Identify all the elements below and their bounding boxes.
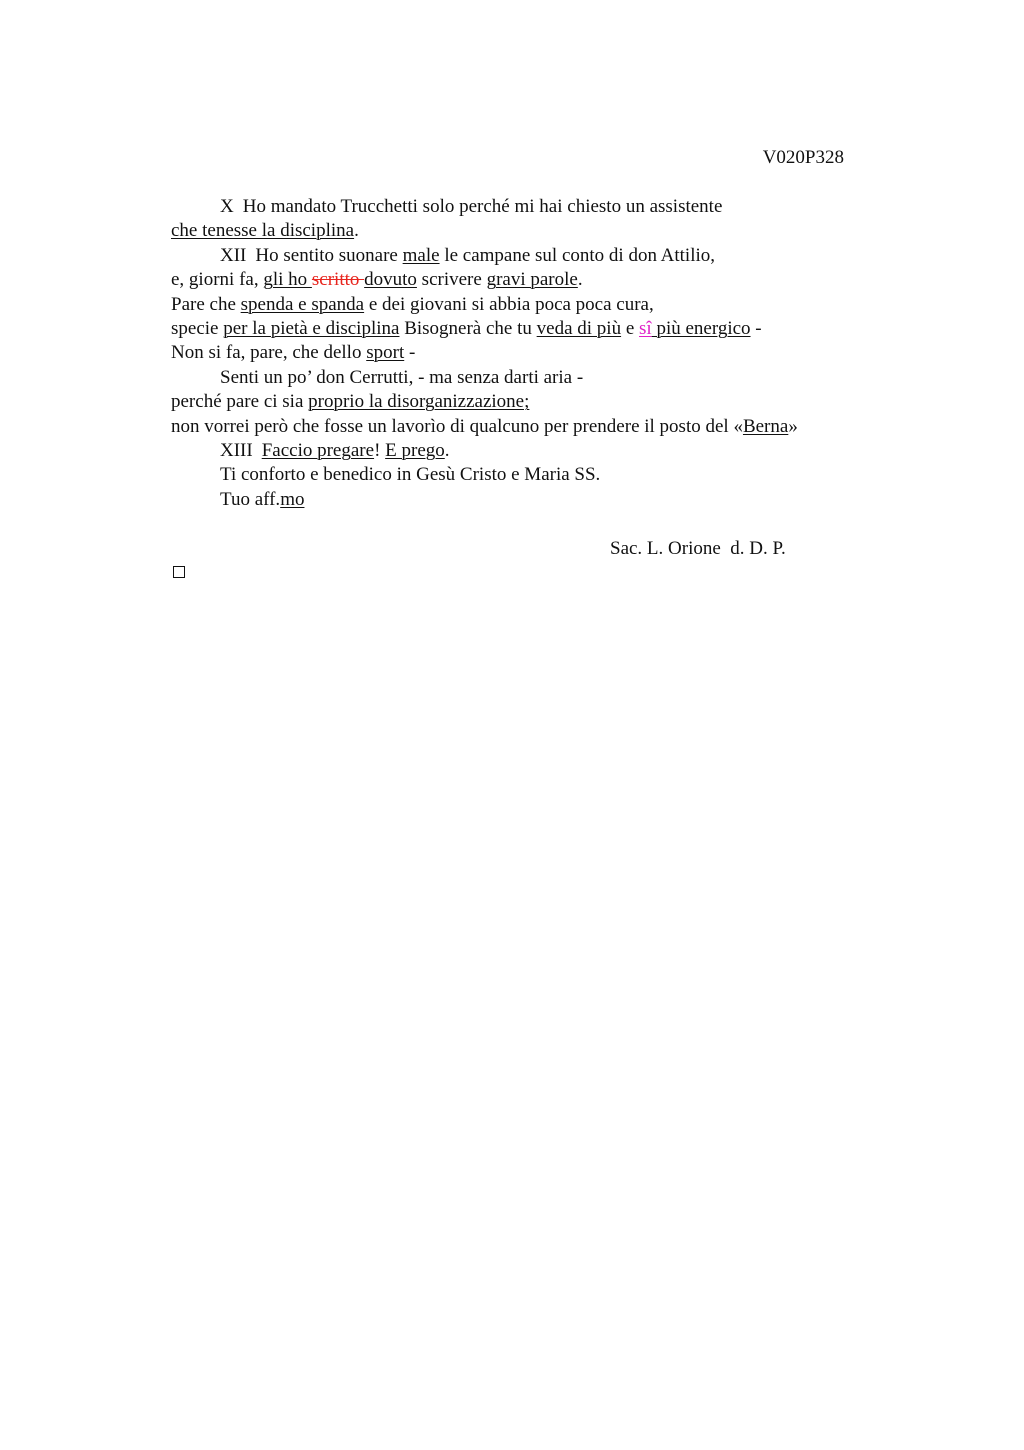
text-segment: Ho mandato Trucchetti solo perché mi hai chiesto un assistente bbox=[242, 196, 723, 217]
text-line-10 bbox=[171, 415, 871, 439]
text-segment: e dei giovani si abbia poca poca cura, bbox=[364, 293, 654, 315]
text-segment: . bbox=[354, 220, 359, 242]
text-segment: specie bbox=[171, 317, 224, 339]
text-line-9 bbox=[171, 390, 871, 414]
text-line-12 bbox=[171, 463, 871, 487]
underlined-phrase: che tenesse la disciplina bbox=[171, 220, 355, 242]
underlined-phrase: Berna bbox=[742, 415, 789, 437]
signature-text: Sac. L. Orione d. D. P. bbox=[610, 538, 786, 559]
text-line-5 bbox=[171, 293, 871, 317]
section-number: XII bbox=[220, 244, 247, 266]
text-line-7 bbox=[171, 341, 871, 365]
text-segment: Ho sentito suonare bbox=[255, 244, 403, 266]
underlined-phrase: E prego bbox=[385, 439, 445, 461]
letter-body bbox=[171, 195, 871, 512]
underlined-phrase: gravi parole bbox=[486, 269, 578, 291]
underlined-phrase: mo bbox=[280, 488, 305, 510]
section-number: XIII bbox=[220, 439, 253, 461]
text-line-8 bbox=[171, 366, 871, 390]
text-line-3 bbox=[171, 244, 871, 268]
underlined-phrase: spenda e spanda bbox=[240, 293, 365, 315]
text-segment: » bbox=[788, 415, 798, 437]
text-segment: - bbox=[750, 317, 762, 339]
text-line-6 bbox=[171, 317, 871, 341]
underlined-phrase: più energico bbox=[651, 317, 751, 339]
text-segment: - bbox=[404, 342, 416, 364]
underlined-phrase: sport bbox=[366, 342, 405, 364]
text-segment: e, giorni fa, bbox=[171, 269, 264, 291]
text-line-13 bbox=[171, 488, 871, 512]
section-number: X bbox=[220, 196, 234, 217]
text-segment: non vorrei però che fosse un lavorìo di qualcuno per prendere il posto del « bbox=[171, 415, 743, 437]
text-segment: Senti un po’ don Cerrutti, - ma senza darti aria - bbox=[220, 366, 584, 388]
deleted-word: scritto bbox=[311, 269, 365, 291]
text-segment: scrivere bbox=[416, 269, 487, 291]
text-line-1 bbox=[171, 195, 871, 219]
square-outline-icon bbox=[173, 566, 185, 578]
signature bbox=[610, 537, 786, 561]
text-segment: perché pare ci sia bbox=[171, 391, 309, 413]
underlined-phrase: veda di più bbox=[536, 317, 622, 339]
underlined-phrase: proprio la disorganizzazione; bbox=[308, 391, 530, 413]
text-segment: . bbox=[444, 439, 450, 461]
underlined-phrase: gli ho bbox=[263, 269, 312, 291]
text-segment: Pare che bbox=[171, 293, 241, 315]
text-segment: ! bbox=[374, 439, 386, 461]
underlined-phrase: Faccio pregare bbox=[261, 439, 375, 461]
page-reference: V020P328 bbox=[762, 147, 844, 168]
underlined-phrase: per la pietà e disciplina bbox=[223, 317, 400, 339]
text-line-4 bbox=[171, 268, 871, 292]
text-segment: e bbox=[621, 317, 640, 339]
accented-word: sî bbox=[639, 317, 652, 339]
closing-salutation: Tuo aff. bbox=[220, 488, 281, 510]
text-segment: Bisognerà che tu bbox=[399, 317, 537, 339]
text-segment: le campane sul conto di don Attilio, bbox=[439, 244, 716, 266]
underlined-phrase: male bbox=[402, 244, 440, 266]
text-line-11 bbox=[171, 439, 871, 463]
text-segment: . bbox=[577, 269, 583, 291]
underlined-phrase: dovuto bbox=[364, 269, 417, 291]
text-segment: Ti conforto e benedico in Gesù Cristo e Maria SS. bbox=[220, 464, 601, 486]
text-line-2 bbox=[171, 219, 871, 243]
text-segment: Non si fa, pare, che dello bbox=[171, 342, 367, 364]
